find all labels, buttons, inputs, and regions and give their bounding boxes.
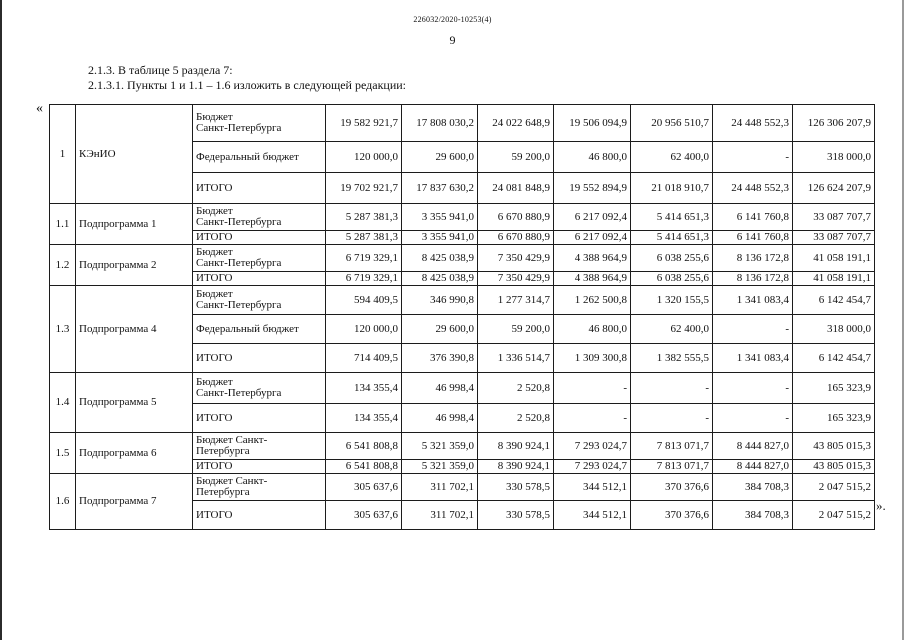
- total-cell: 2 047 515,2: [793, 501, 875, 530]
- value-cell: 24 448 552,3: [713, 173, 793, 204]
- value-cell: 6 670 880,9: [478, 231, 554, 245]
- row-number: 1.4: [50, 373, 76, 433]
- value-cell: -: [713, 373, 793, 404]
- funding-source-line: Бюджет: [196, 111, 233, 123]
- table-row: [50, 204, 875, 231]
- value-cell: 17 837 630,2: [402, 173, 478, 204]
- value-cell: 24 022 648,9: [478, 105, 554, 142]
- value-cell: 29 600,0: [402, 142, 478, 173]
- program-name: Подпрограмма 6: [76, 433, 193, 474]
- funding-source-line: Санкт-Петербурга: [196, 387, 282, 399]
- funding-source: ИТОГО: [193, 344, 326, 373]
- value-cell: 46 800,0: [554, 315, 631, 344]
- value-cell: 2 520,8: [478, 373, 554, 404]
- value-cell: 8 136 172,8: [713, 245, 793, 272]
- total-cell: 165 323,9: [793, 373, 875, 404]
- total-cell: 41 058 191,1: [793, 272, 875, 286]
- scan-edge-right: [902, 0, 904, 640]
- value-cell: 5 287 381,3: [326, 231, 402, 245]
- value-cell: 344 512,1: [554, 501, 631, 530]
- value-cell: 3 355 941,0: [402, 231, 478, 245]
- funding-source: Федеральный бюджет: [193, 142, 326, 173]
- value-cell: -: [554, 404, 631, 433]
- value-cell: 5 321 359,0: [402, 460, 478, 474]
- total-cell: 33 087 707,7: [793, 231, 875, 245]
- value-cell: 6 038 255,6: [631, 272, 713, 286]
- program-name: Подпрограмма 7: [76, 474, 193, 530]
- opening-quote: «: [36, 101, 43, 116]
- funding-source-line: Бюджет Санкт-: [196, 434, 268, 446]
- value-cell: 5 321 359,0: [402, 433, 478, 460]
- value-cell: 4 388 964,9: [554, 245, 631, 272]
- value-cell: 7 293 024,7: [554, 460, 631, 474]
- value-cell: 1 262 500,8: [554, 286, 631, 315]
- value-cell: 6 670 880,9: [478, 204, 554, 231]
- value-cell: 370 376,6: [631, 501, 713, 530]
- value-cell: 1 341 083,4: [713, 344, 793, 373]
- program-name: Подпрограмма 4: [76, 286, 193, 373]
- value-cell: 330 578,5: [478, 474, 554, 501]
- value-cell: 370 376,6: [631, 474, 713, 501]
- table-row: [50, 245, 875, 272]
- value-cell: 5 414 651,3: [631, 231, 713, 245]
- value-cell: 46 800,0: [554, 142, 631, 173]
- funding-source: ИТОГО: [193, 460, 326, 474]
- value-cell: -: [631, 404, 713, 433]
- closing-quote: ».: [876, 498, 886, 513]
- funding-source-line: Санкт-Петербурга: [196, 299, 282, 311]
- paragraph-2-1-3: 2.1.3. В таблице 5 раздела 7:: [88, 63, 233, 77]
- value-cell: 134 355,4: [326, 404, 402, 433]
- value-cell: 19 506 094,9: [554, 105, 631, 142]
- value-cell: 134 355,4: [326, 373, 402, 404]
- funding-source: [193, 204, 326, 231]
- value-cell: 346 990,8: [402, 286, 478, 315]
- total-cell: 126 624 207,9: [793, 173, 875, 204]
- value-cell: 5 414 651,3: [631, 204, 713, 231]
- funding-source: Федеральный бюджет: [193, 315, 326, 344]
- funding-source: ИТОГО: [193, 404, 326, 433]
- value-cell: 6 141 760,8: [713, 204, 793, 231]
- value-cell: -: [631, 373, 713, 404]
- value-cell: 19 702 921,7: [326, 173, 402, 204]
- table-row: [50, 286, 875, 315]
- value-cell: 59 200,0: [478, 315, 554, 344]
- total-cell: 43 805 015,3: [793, 460, 875, 474]
- funding-source-line: Бюджет: [196, 376, 233, 388]
- total-cell: 43 805 015,3: [793, 433, 875, 460]
- value-cell: 344 512,1: [554, 474, 631, 501]
- row-number: 1.6: [50, 474, 76, 530]
- value-cell: 6 719 329,1: [326, 272, 402, 286]
- funding-source-line: Санкт-Петербурга: [196, 122, 282, 134]
- value-cell: 1 277 314,7: [478, 286, 554, 315]
- value-cell: -: [713, 142, 793, 173]
- program-name: Подпрограмма 5: [76, 373, 193, 433]
- value-cell: 8 136 172,8: [713, 272, 793, 286]
- value-cell: 62 400,0: [631, 142, 713, 173]
- total-cell: 6 142 454,7: [793, 286, 875, 315]
- value-cell: 305 637,6: [326, 474, 402, 501]
- funding-source-line: Бюджет: [196, 288, 233, 300]
- value-cell: 311 702,1: [402, 501, 478, 530]
- value-cell: 3 355 941,0: [402, 204, 478, 231]
- value-cell: 120 000,0: [326, 315, 402, 344]
- value-cell: 8 425 038,9: [402, 245, 478, 272]
- value-cell: 330 578,5: [478, 501, 554, 530]
- page-number: 9: [449, 33, 456, 47]
- funding-source-line: Бюджет: [196, 205, 233, 217]
- value-cell: 7 293 024,7: [554, 433, 631, 460]
- value-cell: 21 018 910,7: [631, 173, 713, 204]
- value-cell: 46 998,4: [402, 373, 478, 404]
- value-cell: 714 409,5: [326, 344, 402, 373]
- value-cell: 62 400,0: [631, 315, 713, 344]
- row-number: 1.1: [50, 204, 76, 245]
- table-row: [50, 474, 875, 501]
- value-cell: 2 520,8: [478, 404, 554, 433]
- funding-source: [193, 433, 326, 460]
- program-name: Подпрограмма 2: [76, 245, 193, 286]
- total-cell: 318 000,0: [793, 315, 875, 344]
- total-cell: 126 306 207,9: [793, 105, 875, 142]
- value-cell: 1 341 083,4: [713, 286, 793, 315]
- funding-source-line: Санкт-Петербурга: [196, 216, 282, 228]
- value-cell: 24 448 552,3: [713, 105, 793, 142]
- funding-source-line: Петербурга: [196, 486, 250, 498]
- value-cell: 384 708,3: [713, 501, 793, 530]
- funding-source: ИТОГО: [193, 173, 326, 204]
- value-cell: 311 702,1: [402, 474, 478, 501]
- funding-source-line: Бюджет Санкт-: [196, 475, 268, 487]
- value-cell: 8 390 924,1: [478, 460, 554, 474]
- funding-source: [193, 373, 326, 404]
- value-cell: 1 336 514,7: [478, 344, 554, 373]
- value-cell: 6 141 760,8: [713, 231, 793, 245]
- value-cell: 1 309 300,8: [554, 344, 631, 373]
- value-cell: 7 813 071,7: [631, 433, 713, 460]
- row-number: 1.2: [50, 245, 76, 286]
- value-cell: 8 444 827,0: [713, 433, 793, 460]
- value-cell: 59 200,0: [478, 142, 554, 173]
- funding-source: [193, 105, 326, 142]
- value-cell: 4 388 964,9: [554, 272, 631, 286]
- total-cell: 33 087 707,7: [793, 204, 875, 231]
- value-cell: 384 708,3: [713, 474, 793, 501]
- value-cell: 120 000,0: [326, 142, 402, 173]
- total-cell: 165 323,9: [793, 404, 875, 433]
- value-cell: -: [713, 404, 793, 433]
- scan-edge-left: [0, 0, 2, 640]
- table-row: [50, 105, 875, 142]
- paragraph-2-1-3-1: 2.1.3.1. Пункты 1 и 1.1 – 1.6 изложить в следующей редакции:: [88, 78, 407, 92]
- value-cell: 8 390 924,1: [478, 433, 554, 460]
- value-cell: 19 582 921,7: [326, 105, 402, 142]
- value-cell: 7 350 429,9: [478, 272, 554, 286]
- funding-source: ИТОГО: [193, 272, 326, 286]
- funding-source: ИТОГО: [193, 231, 326, 245]
- value-cell: 46 998,4: [402, 404, 478, 433]
- row-number: 1.5: [50, 433, 76, 474]
- program-name: КЭнИО: [76, 105, 193, 204]
- program-name: Подпрограмма 1: [76, 204, 193, 245]
- value-cell: -: [713, 315, 793, 344]
- value-cell: 6 719 329,1: [326, 245, 402, 272]
- budget-table: [49, 104, 875, 530]
- value-cell: 20 956 510,7: [631, 105, 713, 142]
- value-cell: 7 813 071,7: [631, 460, 713, 474]
- table-row: [50, 433, 875, 460]
- funding-source: [193, 286, 326, 315]
- total-cell: 41 058 191,1: [793, 245, 875, 272]
- value-cell: 1 320 155,5: [631, 286, 713, 315]
- funding-source: ИТОГО: [193, 501, 326, 530]
- value-cell: 17 808 030,2: [402, 105, 478, 142]
- table-row: [50, 373, 875, 404]
- value-cell: 5 287 381,3: [326, 204, 402, 231]
- funding-source: [193, 474, 326, 501]
- total-cell: 2 047 515,2: [793, 474, 875, 501]
- row-number: 1: [50, 105, 76, 204]
- value-cell: 6 217 092,4: [554, 204, 631, 231]
- value-cell: 6 541 808,8: [326, 433, 402, 460]
- value-cell: 1 382 555,5: [631, 344, 713, 373]
- total-cell: 318 000,0: [793, 142, 875, 173]
- value-cell: 376 390,8: [402, 344, 478, 373]
- total-cell: 6 142 454,7: [793, 344, 875, 373]
- value-cell: -: [554, 373, 631, 404]
- value-cell: 8 425 038,9: [402, 272, 478, 286]
- value-cell: 19 552 894,9: [554, 173, 631, 204]
- value-cell: 6 217 092,4: [554, 231, 631, 245]
- value-cell: 24 081 848,9: [478, 173, 554, 204]
- value-cell: 594 409,5: [326, 286, 402, 315]
- value-cell: 7 350 429,9: [478, 245, 554, 272]
- funding-source-line: Бюджет: [196, 246, 233, 258]
- value-cell: 29 600,0: [402, 315, 478, 344]
- value-cell: 305 637,6: [326, 501, 402, 530]
- funding-source-line: Петербурга: [196, 445, 250, 457]
- row-number: 1.3: [50, 286, 76, 373]
- document-number: 226032/2020-10253(4): [413, 15, 492, 24]
- value-cell: 8 444 827,0: [713, 460, 793, 474]
- value-cell: 6 541 808,8: [326, 460, 402, 474]
- funding-source: [193, 245, 326, 272]
- value-cell: 6 038 255,6: [631, 245, 713, 272]
- funding-source-line: Санкт-Петербурга: [196, 257, 282, 269]
